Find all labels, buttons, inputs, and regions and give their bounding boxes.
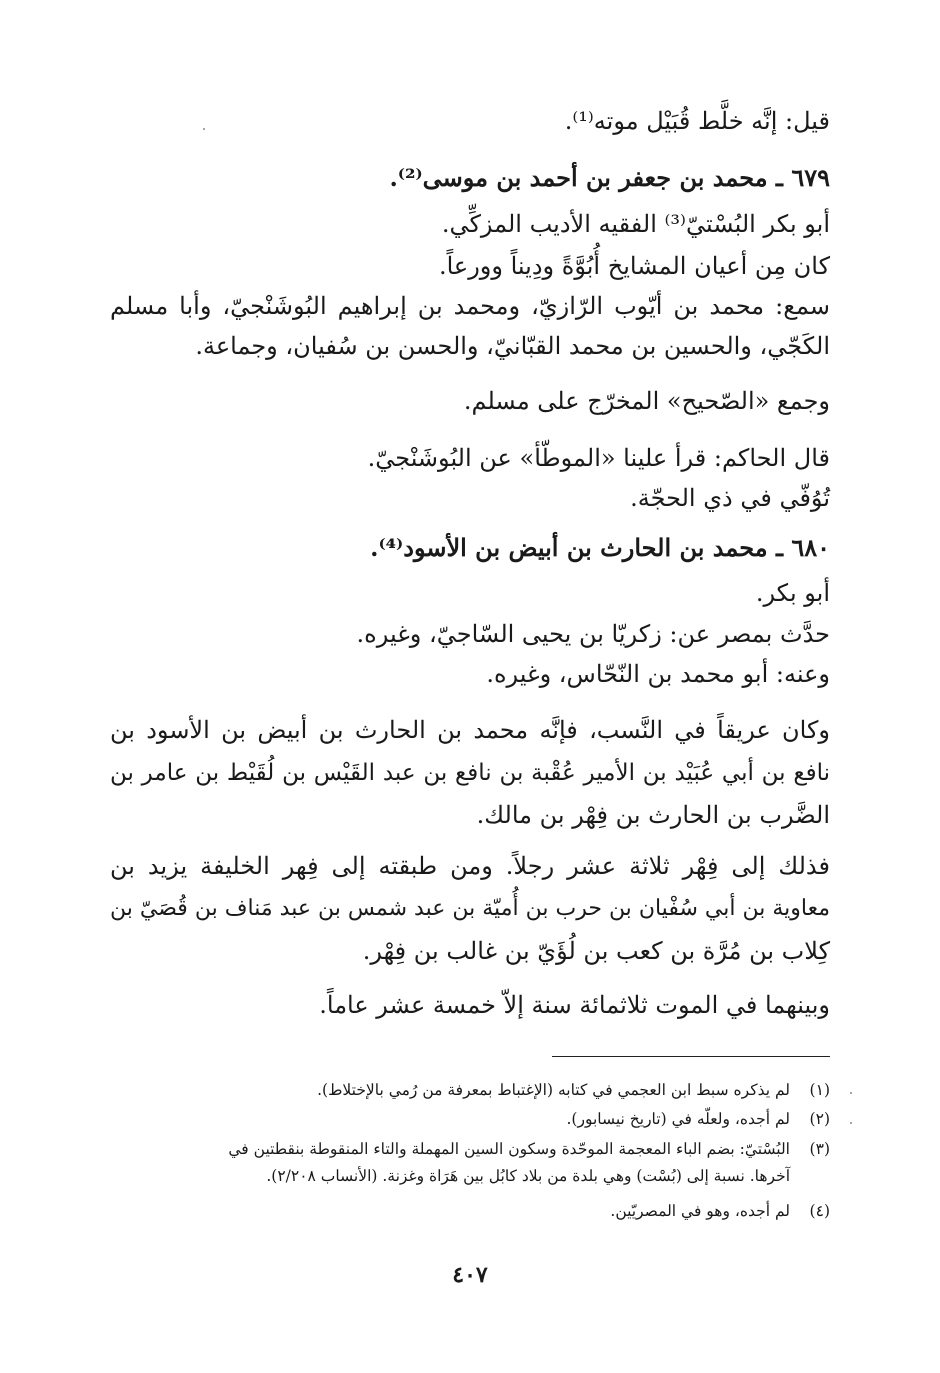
text-line: كان مِن أعيان المشايخ أُبُوَّةً ودِيناً وورعاً. bbox=[438, 252, 830, 280]
footnote-text: لم يذكره سبط ابن العجمي في كتابه (الإغتباط بمعرفة من رُمي بالإختلاط). bbox=[317, 1081, 790, 1099]
text-line: تُوُفّي في ذي الحجّة. bbox=[630, 484, 830, 512]
scan-speck bbox=[850, 1122, 852, 1124]
text-line: نافع بن أبي عُبَيْد بن الأمير عُقْبة بن نافع بن عبد القَيْس بن لُقَيْط بن عامر بن bbox=[110, 760, 830, 786]
text-line: وكان عريقاً في النَّسب، فإنَّه محمد بن الحارث بن أبيض بن الأسود بن bbox=[110, 716, 830, 744]
footnote-separator bbox=[552, 1056, 830, 1057]
text-line: قيل: إنَّه خلَّط قُبَيْل موته⁽¹⁾. bbox=[564, 107, 830, 135]
footnote-text: لم أجده، وهو في المصريّين. bbox=[610, 1202, 790, 1220]
scan-speck bbox=[850, 1092, 852, 1094]
text-line: قال الحاكم: قرأ علينا «الموطّأ» عن البُوشَنْجيّ. bbox=[367, 444, 830, 472]
text-line: وبينهما في الموت ثلاثمائة سنة إلاّ خمسة عشر عاماً. bbox=[319, 991, 830, 1019]
footnote-number: (٣) bbox=[809, 1140, 830, 1158]
footnote-number: (٤) bbox=[809, 1202, 830, 1220]
text-line: أبو بكر. bbox=[755, 579, 830, 607]
footnote-text: لم أجده، ولعلّه في (تاريخ نيسابور). bbox=[566, 1110, 790, 1128]
footnote-number: (٢) bbox=[809, 1110, 830, 1128]
footnote-number: (١) bbox=[809, 1081, 830, 1099]
footnote bbox=[110, 1137, 830, 1161]
footnote bbox=[110, 1107, 830, 1131]
text-line: حدَّث بمصر عن: زكريّا بن يحيى السّاجيّ، وغيره. bbox=[356, 620, 830, 648]
page-number: ٤٠٧ bbox=[452, 1262, 488, 1288]
footnote bbox=[110, 1078, 830, 1102]
text-line: وجمع «الصّحيح» المخرّج على مسلم. bbox=[463, 387, 830, 415]
text-line: سمع: محمد بن أيّوب الرّازيّ، ومحمد بن إبراهيم البُوشَنْجيّ، وأبا مسلم bbox=[110, 292, 830, 320]
footnote-continuation bbox=[110, 1164, 790, 1188]
footnote-text: البُسْتيّ: بضم الباء المعجمة الموحّدة وسكون السين المهملة والتاء المنقوطة بنقطتين في bbox=[228, 1140, 790, 1158]
text-line: الكَجّي، والحسين بن محمد القبّانيّ، والحسن بن سُفيان، وجماعة. bbox=[195, 332, 830, 360]
text-line: أبو بكر البُسْتيّ⁽³⁾ الفقيه الأديب المزكِّي. bbox=[441, 210, 830, 238]
scan-speck bbox=[203, 128, 205, 130]
footnote-text: آخرها. نسبة إلى (بُسْت) وهي بلدة من بلاد كابُل بين هَرَاة وغزنة. (الأنساب ٢/٢٠٨). bbox=[266, 1167, 790, 1185]
text-line: الضَّرب بن الحارث بن فِهْر بن مالك. bbox=[476, 801, 830, 829]
text-line: كِلاب بن مُرَّة بن كعب بن لُؤَيّ بن غالب بن فِهْر. bbox=[362, 937, 830, 965]
footnote bbox=[110, 1199, 830, 1223]
entry-heading-679: ٦٧٩ ـ محمد بن جعفر بن أحمد بن موسى⁽²⁾. bbox=[389, 163, 830, 192]
text-line: معاوية بن أبي سُفْيان بن حرب بن أُميّة بن عبد شمس بن عبد مَناف بن قُصَيّ بن bbox=[110, 896, 830, 921]
text-line: فذلك إلى فِهْر ثلاثة عشر رجلاً. ومن طبقته إلى فِهر الخليفة يزيد بن bbox=[110, 852, 830, 880]
entry-heading-680: ٦٨٠ ـ محمد بن الحارث بن أبيض بن الأسود⁽⁴⁾. bbox=[370, 533, 830, 562]
text-line: وعنه: أبو محمد بن النّحّاس، وغيره. bbox=[486, 660, 830, 688]
